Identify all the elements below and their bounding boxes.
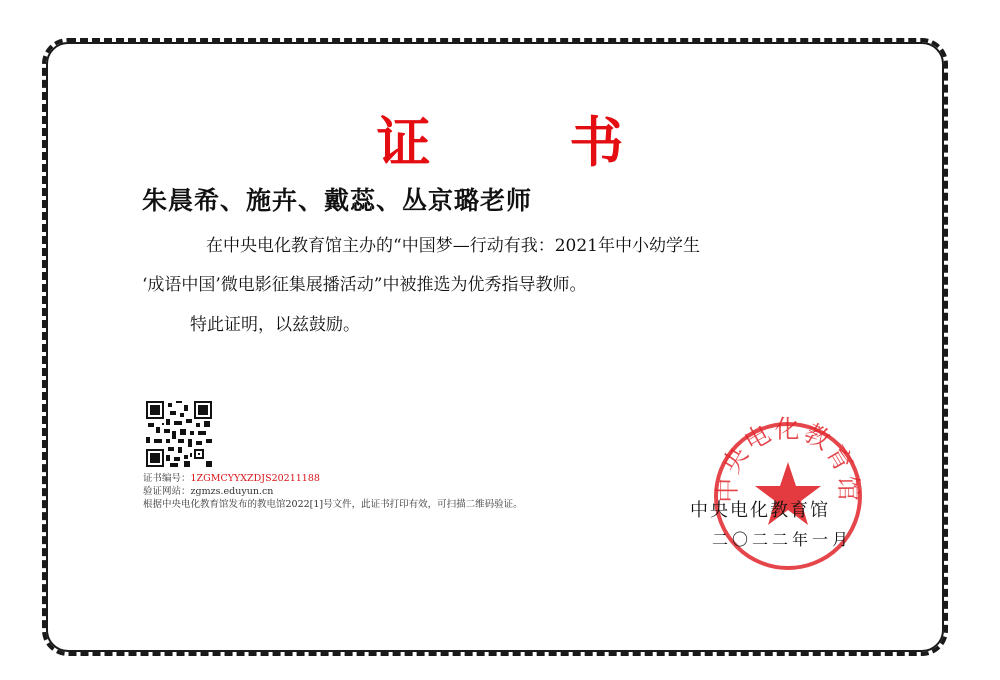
body-text-line-3: 特此证明，以兹鼓励。: [190, 315, 360, 335]
body-text-line-1: 在中央电化教育馆主办的“中国梦—行动有我：2021年中小幼学生: [206, 236, 700, 256]
certificate-number-label: 证书编号：: [143, 473, 191, 484]
verify-website: [143, 485, 273, 498]
certificate-number-value: 1ZGMCYYXZDJS20211188: [190, 473, 320, 484]
qr-code-icon[interactable]: [146, 401, 212, 467]
official-seal-icon: [708, 416, 868, 576]
issuer-name: 中央电化教育馆: [690, 500, 830, 521]
verify-website-label: 验证网站：: [143, 486, 191, 497]
recipient-names: 朱晨希、施卉、戴蕊、丛京璐老师: [142, 186, 533, 215]
certificate-title: 证 书: [376, 110, 684, 174]
seal-text: 中央电化教育馆: [712, 416, 864, 503]
certificate-number: [143, 472, 320, 485]
body-text-line-2: ‘成语中国’微电影征集展播活动”中被推选为优秀指导教师。: [142, 275, 587, 295]
verification-note: 根据中央电化教育馆发布的教电馆2022[1]号文件，此证书打印有效，可扫描二维码验证。: [143, 499, 523, 510]
issue-date: 二〇二二年一月: [712, 530, 853, 549]
verify-website-link[interactable]: zgmzs.eduyun.cn: [190, 486, 274, 497]
